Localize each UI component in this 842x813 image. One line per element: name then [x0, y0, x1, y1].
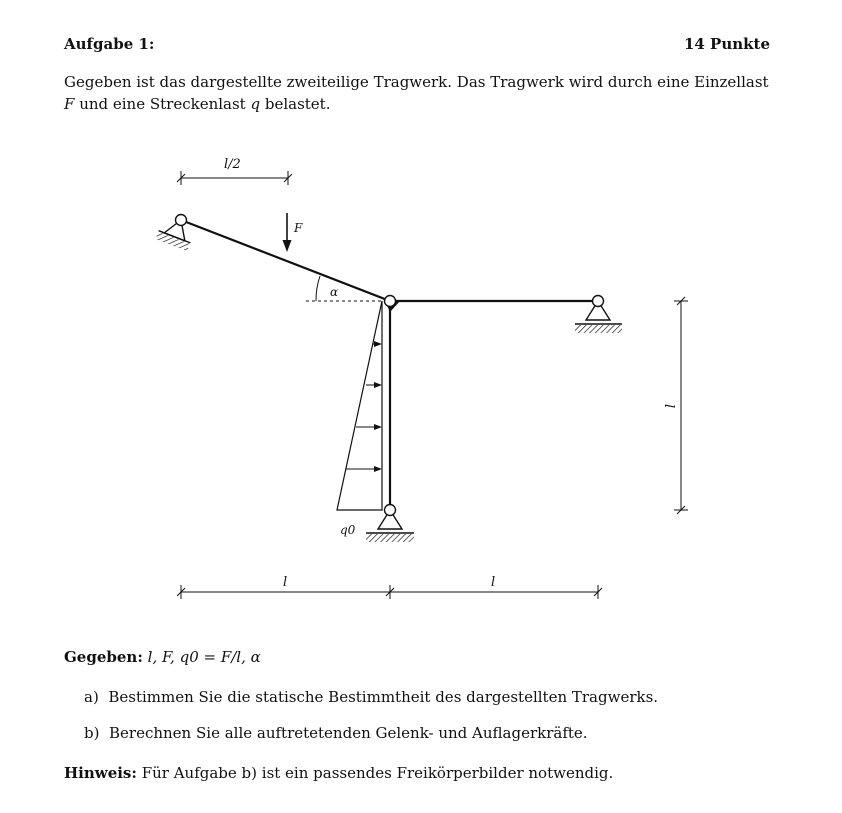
task-item-a [84, 688, 658, 706]
distributed-load-q [337, 301, 382, 537]
dimension-half-label: l/2 [224, 157, 241, 172]
angle-alpha [306, 276, 384, 301]
angle-label: α [330, 285, 339, 299]
hint [64, 764, 613, 782]
intro-symbol-q: q [250, 95, 261, 113]
intro-text-1: Gegeben ist das dargestellte zweiteilige Tragwerk. Das Tragwerk wird durch eine Einzellast [64, 73, 769, 91]
height-label: l [661, 404, 676, 409]
given-values-text: l, F, q0 = F/l, α [147, 648, 261, 666]
hint-text: Für Aufgabe b) ist ein passendes Freikörperbilder notwendig. [141, 764, 614, 782]
force-label-F: F [294, 221, 303, 235]
bottom-right-length-label: l [491, 575, 496, 590]
dimension-bottom [177, 575, 602, 599]
intro-text-2: und eine Streckenlast [74, 95, 251, 113]
left-hinge [176, 215, 187, 226]
task-item-b [84, 724, 588, 742]
task-title: Aufgabe 1: [64, 35, 155, 53]
dimension-height [661, 297, 688, 514]
given-values [64, 648, 261, 666]
task-marker-a: a) [84, 688, 99, 706]
force-arrow-F [283, 213, 304, 252]
inclined-beam [181, 220, 390, 301]
given-label: Gegeben: [64, 648, 143, 666]
bottom-left-length-label: l [283, 575, 288, 590]
task-text-a: Bestimmen Sie die statische Bestimmtheit des dargestellten Tragwerks. [108, 688, 659, 706]
load-label-q0: q0 [340, 523, 356, 537]
intro-text-3: belastet. [260, 95, 331, 113]
points-label: 14 Punkte [683, 35, 770, 53]
middle-hinge [385, 296, 396, 307]
task-text-b: Berechnen Sie alle auftretetenden Gelenk- und Auflagerkräfte. [109, 724, 588, 742]
intro-symbol-F: F [64, 95, 75, 113]
hint-label: Hinweis: [64, 764, 137, 782]
task-marker-b: b) [84, 724, 100, 742]
dimension-half-length [177, 157, 292, 185]
